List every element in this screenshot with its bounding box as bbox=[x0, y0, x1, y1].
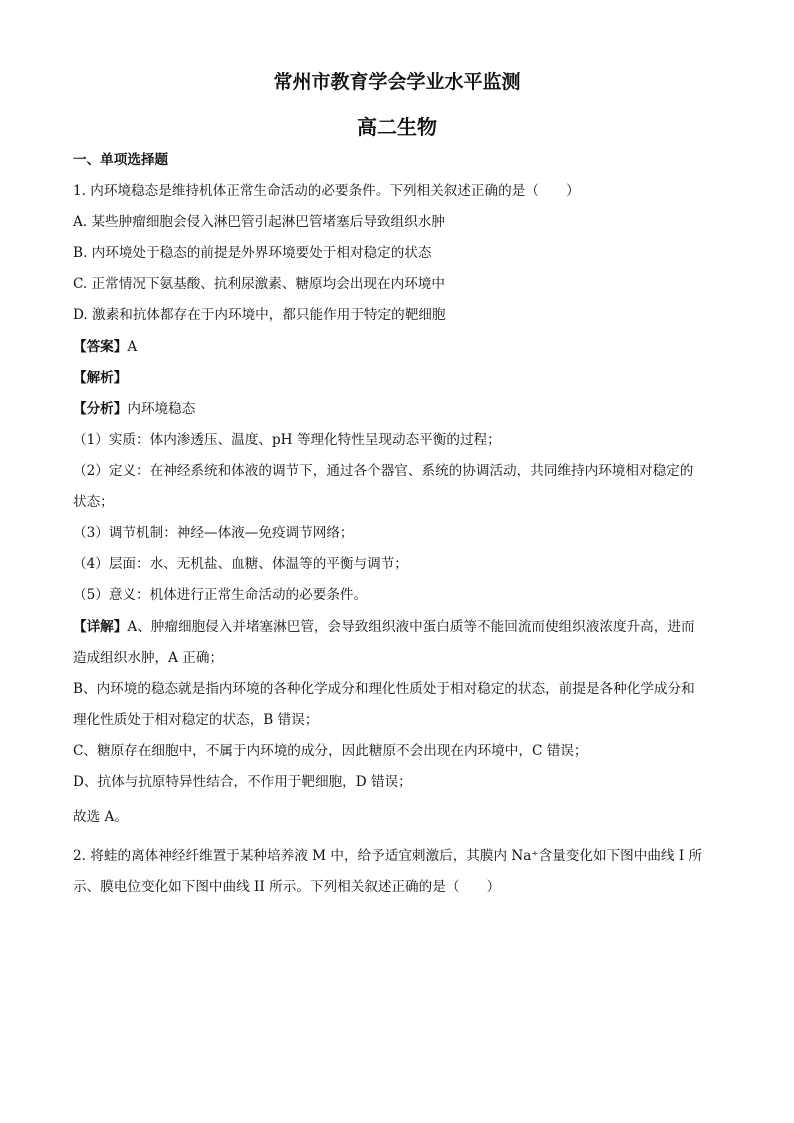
fenxi-point-4: （4）层面：水、无机盐、血糖、体温等的平衡与调节； bbox=[73, 556, 408, 572]
document-title: 常州市教育学会学业水平监测 bbox=[273, 71, 521, 93]
detail-text: A、肿瘤细胞侵入并堵塞淋巴管，会导致组织液中蛋白质等不能回流而使组织液浓度升高，进而 bbox=[127, 619, 695, 635]
question-2-stem-line-1: 2. 将蛙的离体神经纤维置于某种培养液 M 中，给予适宜刺激后，其膜内 Na⁺含量变化如下图中曲线 I 所 bbox=[73, 848, 703, 864]
detail-tag: 【详解】 bbox=[73, 619, 128, 635]
section-heading: 一、单项选择题 bbox=[73, 152, 169, 168]
answer-value: A bbox=[127, 339, 138, 355]
fenxi-point-2: （2）定义：在神经系统和体液的调节下，通过各个器官、系统的协调活动，共同维持内环境相对稳定的 bbox=[73, 463, 694, 479]
question-1-option-d: D. 激素和抗体都存在于内环境中，都只能作用于特定的靶细胞 bbox=[73, 307, 446, 323]
fenxi-tag: 【分析】 bbox=[73, 401, 128, 417]
detail-line-5: C、糖原存在细胞中，不属于内环境的成分，因此糖原不会出现在内环境中，C 错误； bbox=[73, 743, 588, 759]
fenxi-point-5: （5）意义：机体进行正常生命活动的必要条件。 bbox=[73, 587, 368, 603]
fenxi-point-1: （1）实质：体内渗透压、温度、pH 等理化特性呈现动态平衡的过程； bbox=[73, 432, 501, 448]
question-1-fenxi bbox=[73, 400, 723, 418]
detail-line-1 bbox=[73, 618, 723, 636]
question-1-stem: 1. 内环境稳态是维持机体正常生命活动的必要条件。下列相关叙述正确的是（ ） bbox=[73, 183, 580, 199]
question-1-conclusion: 故选 A。 bbox=[73, 809, 128, 825]
fenxi-point-2-cont: 状态； bbox=[73, 494, 114, 510]
question-1-option-a: A. 某些肿瘤细胞会侵入淋巴管引起淋巴管堵塞后导致组织水肿 bbox=[73, 214, 445, 230]
question-1-option-c: C. 正常情况下氨基酸、抗利尿激素、糖原均会出现在内环境中 bbox=[73, 276, 445, 292]
fenxi-text: 内环境稳态 bbox=[127, 401, 196, 417]
fenxi-point-3: （3）调节机制：神经—体液—免疫调节网络； bbox=[73, 525, 354, 541]
analysis-tag: 【解析】 bbox=[73, 370, 128, 386]
detail-line-4: 理化性质处于相对稳定的状态，B 错误； bbox=[73, 712, 319, 728]
document-subtitle: 高二生物 bbox=[357, 115, 437, 139]
question-2-stem-line-2: 示、膜电位变化如下图中曲线 II 所示。下列相关叙述正确的是（ ） bbox=[73, 879, 501, 895]
detail-line-2: 造成组织水肿，A 正确； bbox=[73, 650, 224, 666]
detail-line-6: D、抗体与抗原特异性结合，不作用于靶细胞，D 错误； bbox=[73, 774, 412, 790]
detail-line-3: B、内环境的稳态就是指内环境的各种化学成分和理化性质处于相对稳定的状态，前提是各种化学成分和 bbox=[73, 681, 695, 697]
question-1-option-b: B. 内环境处于稳态的前提是外界环境要处于相对稳定的状态 bbox=[73, 245, 432, 261]
question-1-answer bbox=[73, 338, 723, 356]
answer-tag: 【答案】 bbox=[73, 339, 128, 355]
question-1-analysis-tag bbox=[73, 369, 723, 387]
